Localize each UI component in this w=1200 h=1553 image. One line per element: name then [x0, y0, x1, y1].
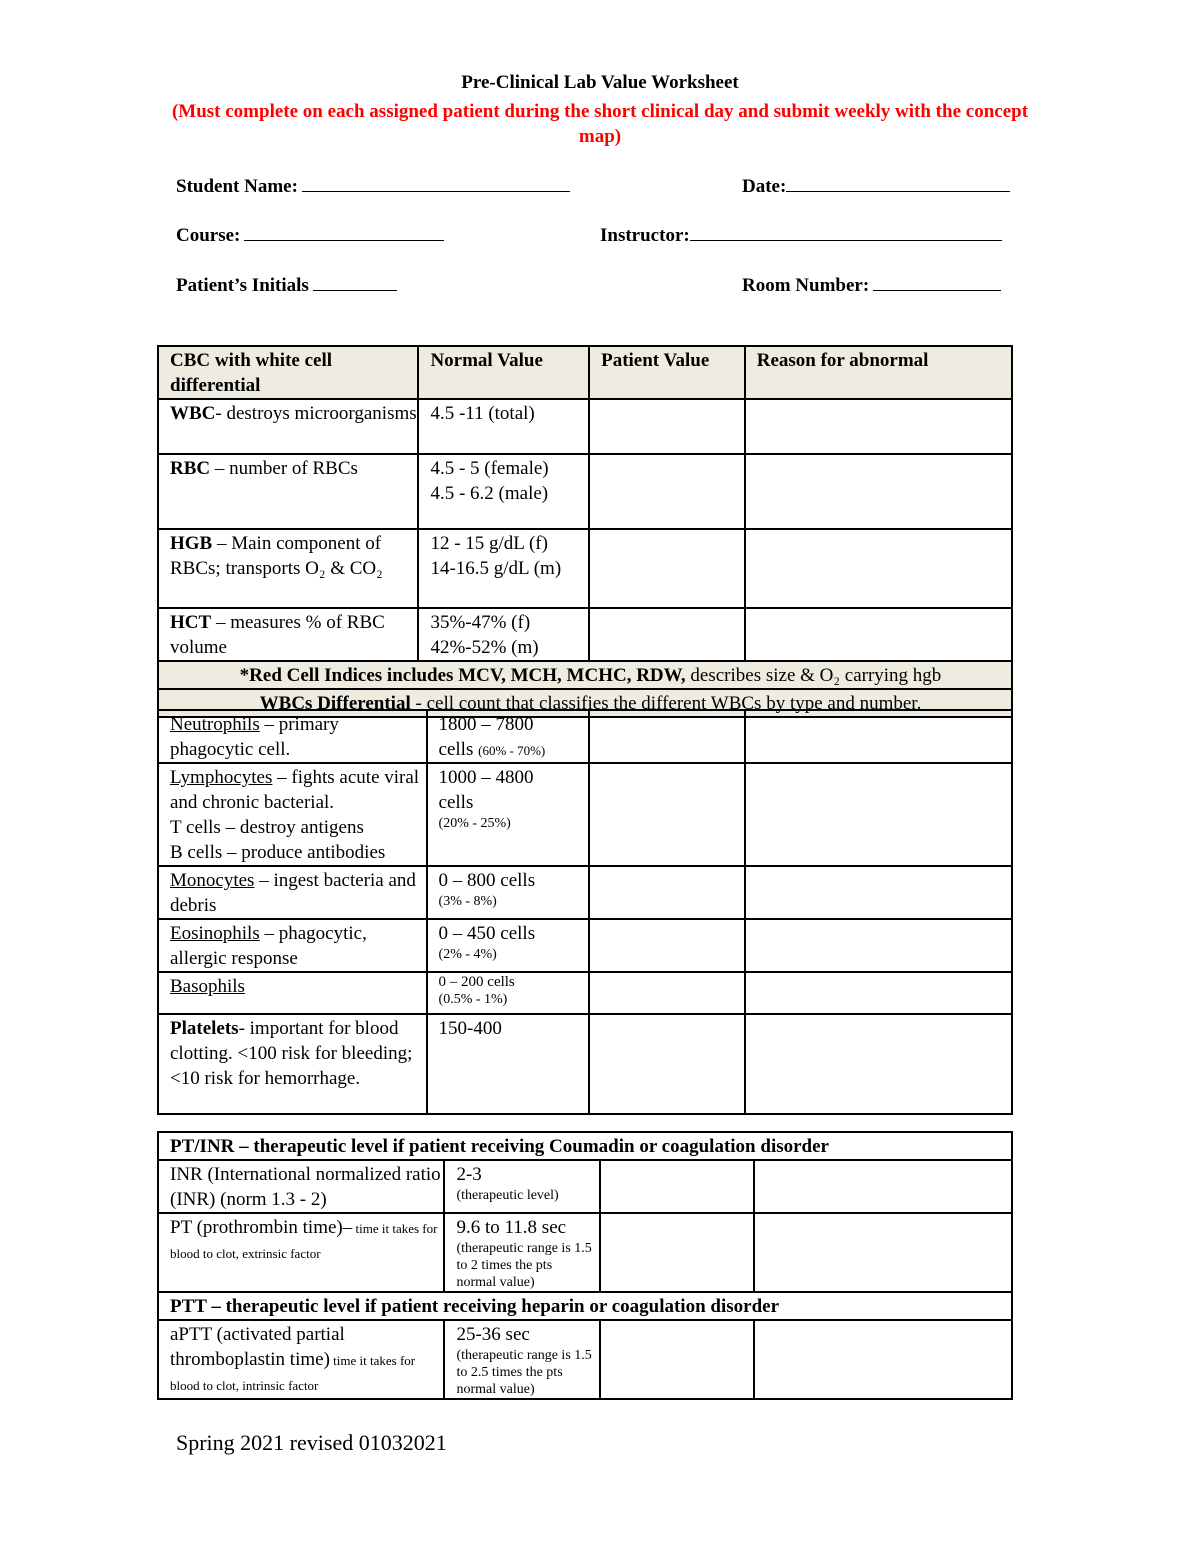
lab-name: Monocytes [170, 870, 255, 891]
lab-description: - important for blood clotting. <100 risk for bleeding; <10 risk for hemorrhage. [170, 1018, 413, 1089]
lab-name-cell [158, 710, 427, 763]
lab-description: – measures % of RBC volume [170, 612, 385, 658]
normal-value: 35%-47% (f) [430, 612, 531, 633]
normal-value-cell [444, 1320, 600, 1399]
header-cell: Patient Value [589, 346, 745, 399]
lab-name-cell [158, 1320, 444, 1399]
patient-value-cell[interactable] [589, 710, 745, 763]
pt-inr-header: PT/INR – therapeutic level if patient receiving Coumadin or coagulation disorder [158, 1132, 1012, 1160]
reason-cell[interactable] [754, 1213, 1012, 1292]
normal-value-percent: (60% - 70%) [478, 743, 546, 758]
lab-description: – phagocytic, allergic response [170, 923, 367, 969]
red-cell-indices-bold: *Red Cell Indices includes MCV, MCH, MCHC, RDW, [239, 665, 686, 686]
normal-value-cell [427, 919, 590, 972]
table-row [158, 1213, 1012, 1292]
normal-value: 4.5 - 6.2 (male) [430, 483, 549, 504]
lab-name: HGB [170, 533, 213, 554]
lab-name-cell [158, 454, 418, 529]
table-row [158, 454, 1012, 529]
table-row [158, 529, 1012, 608]
student-name-label: Student Name: [176, 176, 298, 197]
lab-name: Platelets [170, 1018, 239, 1039]
header-cell: CBC with white cell differential [158, 346, 418, 399]
table-row [158, 1014, 1012, 1114]
lab-description-line: T cells – destroy antigens [170, 817, 364, 838]
footer-revision: Spring 2021 revised 01032021 [176, 1430, 447, 1455]
normal-value: 42%-52% (m) [430, 637, 539, 658]
page-subtitle: (Must complete on each assigned patient during the short clinical day and submit weekly with the concept map) [171, 101, 1029, 147]
lab-name: Neutrophils [170, 714, 260, 735]
normal-value-cell [444, 1160, 600, 1213]
lab-description: – Main component of RBCs; transports O₂ & CO₂ [170, 533, 383, 579]
ptt-header-row [158, 1292, 1012, 1320]
normal-value-percent: (20% - 25%) [438, 816, 511, 831]
patient-value-cell[interactable] [589, 454, 745, 529]
patient-value-cell[interactable] [589, 1014, 745, 1114]
lab-description: – number of RBCs [210, 458, 358, 479]
lab-description: time it takes for blood to clot, extrinsic factor [170, 1221, 438, 1261]
wbc-differential-text: - cell count that classifies the different WBCs by type and number. [410, 693, 922, 714]
date-label: Date: [742, 176, 787, 197]
red-cell-indices-row [158, 661, 1012, 689]
header-cell: Reason for abnormal [745, 346, 1012, 399]
patient-initials-field [176, 273, 397, 297]
red-cell-indices-note [158, 661, 1012, 689]
table-row [158, 710, 1012, 763]
lab-description: time it takes for blood to clot, intrinsic factor [170, 1353, 416, 1393]
lab-name-cell [158, 608, 418, 661]
normal-value: 9.6 to 11.8 sec [456, 1217, 567, 1238]
wbc-differential-bold: WBCs Differential [259, 693, 411, 714]
lab-description: – ingest bacteria and debris [170, 870, 416, 916]
table-row [158, 866, 1012, 919]
reason-cell[interactable] [745, 1014, 1012, 1114]
normal-value: 25-36 sec [456, 1324, 530, 1345]
patient-initials-input[interactable] [313, 273, 397, 291]
normal-value: 14-16.5 g/dL (m) [430, 558, 562, 579]
normal-value-cell [418, 529, 589, 608]
table-row [158, 608, 1012, 661]
patient-value-cell[interactable] [589, 608, 745, 661]
lab-name: Lymphocytes [170, 767, 273, 788]
lab-name-cell [158, 529, 418, 608]
pt-inr-header-row [158, 1132, 1012, 1160]
normal-value: 12 - 15 g/dL (f) [430, 533, 548, 554]
lab-name-cell [158, 919, 427, 972]
table-row [158, 919, 1012, 972]
instructor-label: Instructor: [600, 225, 690, 246]
normal-value-cell [427, 1014, 590, 1114]
normal-value-note: (therapeutic range is 1.5 to 2.5 times the pts normal value) [456, 1348, 592, 1397]
normal-value: 4.5 -11 (total) [430, 403, 535, 424]
reason-cell[interactable] [745, 763, 1012, 866]
normal-value: 4.5 - 5 (female) [430, 458, 549, 479]
student-name-input[interactable] [302, 174, 570, 192]
reason-cell[interactable] [745, 529, 1012, 608]
header-cell: Normal Value [418, 346, 589, 399]
lab-name: Eosinophils [170, 923, 260, 944]
patient-value-cell[interactable] [589, 919, 745, 972]
lab-name-cell [158, 1213, 444, 1292]
lab-name: aPTT (activated partial thromboplastin time) [170, 1324, 345, 1370]
normal-value-cell [444, 1213, 600, 1292]
normal-value: 1800 – 7800 [438, 714, 534, 735]
instructor-field [600, 223, 1002, 247]
course-field [176, 223, 444, 247]
reason-cell[interactable] [754, 1320, 1012, 1399]
normal-value-percent: (3% - 8%) [438, 894, 497, 909]
date-input[interactable] [786, 174, 1010, 192]
lab-name: RBC [170, 458, 211, 479]
normal-value-cell [418, 399, 589, 454]
normal-value-cell [427, 710, 590, 763]
lab-description: – primary phagocytic cell. [170, 714, 339, 760]
table-row [158, 763, 1012, 866]
normal-value-percent: (0.5% - 1%) [438, 992, 508, 1007]
normal-value: 2-3 [456, 1164, 482, 1185]
patient-value-cell[interactable] [600, 1320, 754, 1399]
normal-value: 150-400 [438, 1018, 502, 1039]
room-number-label: Room Number: [742, 275, 870, 296]
instructor-input[interactable] [690, 223, 1002, 241]
normal-value: 0 – 450 cells [438, 923, 536, 944]
normal-value: 0 – 200 cells [438, 974, 515, 990]
date-field [742, 174, 1010, 198]
normal-value: 0 – 800 cells [438, 870, 536, 891]
lab-name-cell: INR (International normalized ratio (INR) (norm 1.3 - 2) [158, 1160, 444, 1213]
normal-value-cell [418, 608, 589, 661]
lab-name-cell [158, 1014, 427, 1114]
patient-initials-label: Patient’s Initials [176, 275, 309, 296]
lab-name: WBC [170, 403, 216, 424]
table-row [158, 1320, 1012, 1399]
patient-value-cell[interactable] [600, 1160, 754, 1213]
normal-value-cell [427, 763, 590, 866]
lab-description: - destroys microorganisms [215, 403, 417, 424]
coagulation-table [157, 1131, 1013, 1400]
ptt-header: PTT – therapeutic level if patient receiving heparin or coagulation disorder [158, 1292, 1012, 1320]
lab-name-cell [158, 866, 427, 919]
reason-cell[interactable] [745, 972, 1012, 1014]
normal-value-cell [427, 866, 590, 919]
normal-value-percent: (2% - 4%) [438, 947, 497, 962]
lab-name: Basophils [170, 976, 245, 997]
student-name-field [176, 174, 570, 198]
wbc-differential-table [157, 709, 1013, 1115]
lab-name: HCT [170, 612, 212, 633]
lab-description-line: B cells – produce antibodies [170, 842, 386, 863]
reason-cell[interactable] [745, 608, 1012, 661]
room-number-input[interactable] [873, 273, 1001, 291]
course-label: Course: [176, 225, 241, 246]
table-row [158, 1160, 1012, 1213]
patient-value-cell[interactable] [600, 1213, 754, 1292]
normal-value: cells [438, 792, 474, 813]
normal-value-cell [418, 454, 589, 529]
normal-value [439, 737, 589, 762]
table-row [158, 972, 1012, 1014]
reason-cell[interactable] [745, 866, 1012, 919]
course-input[interactable] [244, 223, 444, 241]
normal-value-unit: cells [438, 739, 474, 760]
lab-name: PT (prothrombin time)– [170, 1217, 353, 1238]
lab-name-cell [158, 763, 427, 866]
reason-cell[interactable] [745, 710, 1012, 763]
normal-value: 1000 – 4800 [438, 767, 534, 788]
lab-description: – fights acute viral and chronic bacterial. [170, 767, 420, 813]
reason-cell[interactable] [745, 454, 1012, 529]
page-title: Pre-Clinical Lab Value Worksheet [461, 72, 739, 93]
patient-value-cell[interactable] [589, 866, 745, 919]
lab-name-cell [158, 972, 427, 1014]
reason-cell[interactable] [745, 399, 1012, 454]
normal-value-note: (therapeutic level) [456, 1188, 559, 1203]
cbc-table [157, 345, 1013, 718]
normal-value-note: (therapeutic range is 1.5 to 2 times the pts normal value) [456, 1241, 592, 1290]
patient-value-cell[interactable] [589, 972, 745, 1014]
lab-name-cell [158, 399, 418, 454]
patient-value-cell[interactable] [589, 529, 745, 608]
table-header-row [158, 346, 1012, 399]
normal-value-cell [427, 972, 590, 1014]
patient-value-cell[interactable] [589, 399, 745, 454]
reason-cell[interactable] [745, 919, 1012, 972]
patient-value-cell[interactable] [589, 763, 745, 866]
table-row [158, 399, 1012, 454]
red-cell-indices-text: describes size & O₂ carrying hgb [685, 665, 942, 686]
reason-cell[interactable] [754, 1160, 1012, 1213]
room-number-field [742, 273, 1001, 297]
